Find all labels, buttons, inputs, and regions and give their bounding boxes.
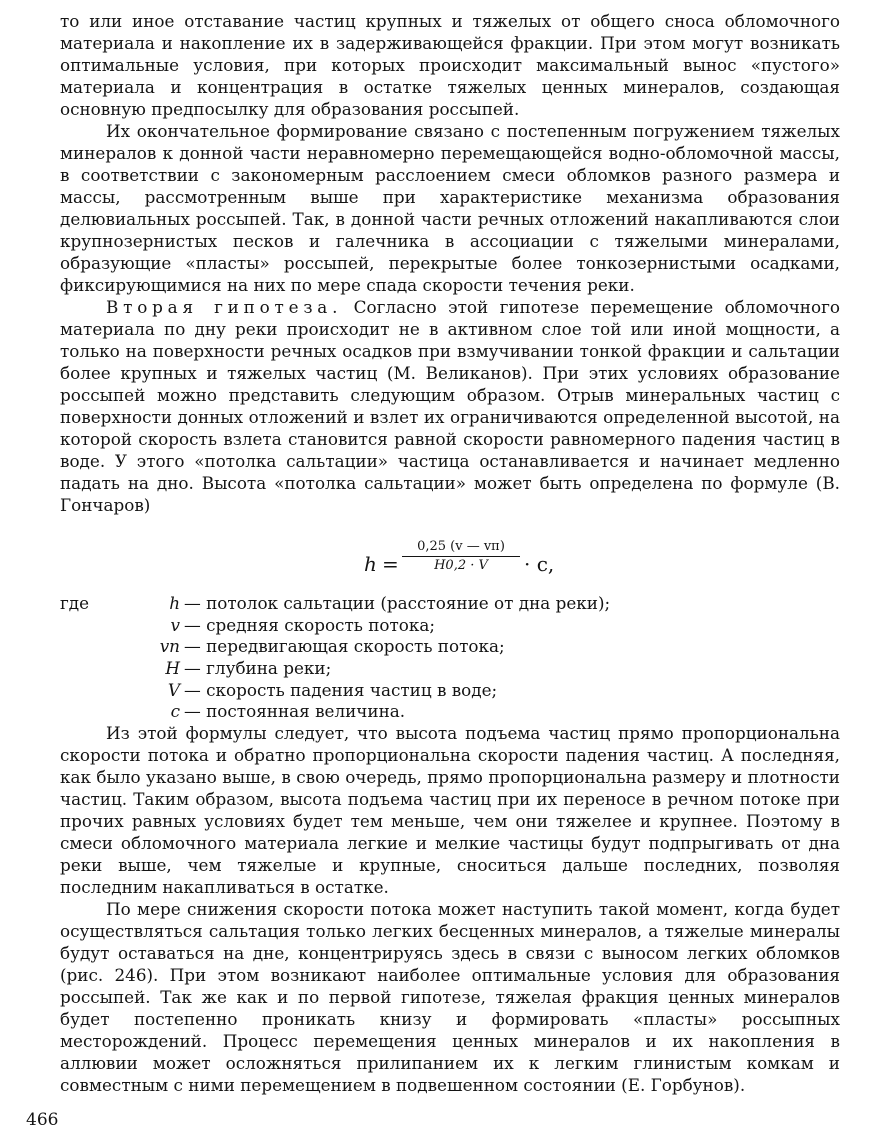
formula-legend bbox=[60, 592, 820, 722]
legend-symbol: h bbox=[169, 593, 180, 613]
formula-tail: · c, bbox=[524, 552, 555, 576]
legend-lead: где bbox=[60, 593, 90, 613]
legend-row bbox=[60, 657, 820, 679]
saltation-formula bbox=[0, 538, 885, 584]
text-block-top bbox=[60, 10, 840, 516]
legend-text: — постоянная величина. bbox=[184, 701, 406, 722]
legend-text: — средняя скорость потока; bbox=[184, 614, 436, 635]
paragraph-second-hypothesis bbox=[60, 296, 840, 516]
formula-equals: = bbox=[382, 552, 399, 576]
legend-row bbox=[60, 592, 820, 614]
paragraph-formula-consequence: Из этой формулы следует, что высота подъема частиц прямо пропорциональна скорости потока и обратно пропорциональна скорости падения частиц. А последняя, как было указано выше, в свою очередь, прямо пропорциональна размеру и плотности частиц. Таким образом, высота подъема частиц при их переносе в речном потоке при прочих равных условиях будет тем меньше, чем они тяжелее и крупнее. Поэтому в смеси обломочного материала легкие и мелкие частицы будут подпрыгивать от дна реки выше, чем тяжелые и крупные, сноситься дальше последних, позволяя последним накапливаться в остатке. bbox=[60, 723, 840, 897]
legend-row bbox=[60, 700, 820, 722]
paragraph-formation: Их окончательное формирование связано с постепенным погружением тяжелых минералов к донной части неравномерно перемещающейся водно-обломочной массы, в соответствии с закономерным расслоением смеси обломков разного размера и массы, рассмотренным выше при характеристике механизма образования делювиальных россыпей. Так, в донной части речных отложений накапливаются слои крупнозернистых песков и галечника в ассоциации с тяжелыми минералами, образующие «пласты» россыпей, перекрытые более тонкозернистыми осадками, фиксирующимися на них по мере спада скорости течения реки. bbox=[60, 121, 840, 295]
legend-symbol: c bbox=[170, 701, 180, 722]
legend-row bbox=[60, 679, 820, 701]
paragraph-flow-decrease: По мере снижения скорости потока может наступить такой момент, когда будет осуществляться сальтация только легких бесценных минералов, а тяжелые минералы будут оставаться на дне, концентрируясь здесь в связи с выносом легких обломков (рис. 246). При этом возникают наиболее оптимальные условия для образования россыпей. Так же как и по первой гипотезе, тяжелая фракция ценных минералов будет постепенно проникать книзу и формировать «пласты» россыпных месторождений. Процесс перемещения ценных минералов и их накопления в аллювии может осложняться прилипанием их к легким глинистым комкам и совместным с ними перемещением в подвешенном состоянии (Е. Горбунов). bbox=[60, 899, 840, 1095]
legend-text: — потолок сальтации (расстояние от дна реки); bbox=[184, 593, 611, 613]
legend-symbol: V bbox=[167, 679, 180, 700]
text-block-bottom bbox=[60, 722, 840, 1096]
page-number: 466 bbox=[26, 1110, 59, 1130]
paragraph-continuation: то или иное отставание частиц крупных и тяжелых от общего сноса обломочного материала и накопление их в задерживающейся фракции. При этом могут возникать оптимальные условия, при которых происходит максимальный вынос «пустого» материала и концентрация в остатке тяжелых ценных минералов, создающая основную предпосылку для образования россыпей. bbox=[60, 11, 840, 119]
legend-row bbox=[60, 635, 820, 657]
legend-text: — скорость падения частиц в воде; bbox=[184, 679, 498, 700]
legend-symbol: v bbox=[170, 614, 180, 635]
formula-denominator: H0,2 · V bbox=[434, 558, 488, 573]
legend-symbol: vп bbox=[159, 636, 180, 657]
formula-numerator: 0,25 (v — vп) bbox=[402, 538, 520, 557]
formula-lhs: h bbox=[364, 552, 377, 576]
formula-fraction bbox=[402, 538, 520, 575]
hypothesis-heading: Вторая гипотеза. bbox=[106, 297, 343, 317]
legend-text: — глубина реки; bbox=[184, 658, 332, 679]
hypothesis-text: Согласно этой гипотезе перемещение обломочного материала по дну реки происходит не в активном слое той или иной мощности, а только на поверхности речных осадков при взмучивании тонкой фракции и сальтации более крупных и тяжелых частиц (М. Великанов). При этих условиях образование россыпей можно представить следующим образом. Отрыв минеральных частиц с поверхности донных отложений и взлет их ограничиваются определенной высотой, на которой скорость взлета становится равной скорости равномерного падения частиц в воде. У этого «потолка сальтации» частица останавливается и начинает медленно падать на дно. Высота «потолка сальтации» может быть определена по формуле (В. Гончаров) bbox=[60, 297, 840, 515]
legend-row bbox=[60, 614, 820, 636]
legend-text: — передвигающая скорость потока; bbox=[184, 636, 505, 657]
legend-symbol: H bbox=[165, 658, 180, 679]
